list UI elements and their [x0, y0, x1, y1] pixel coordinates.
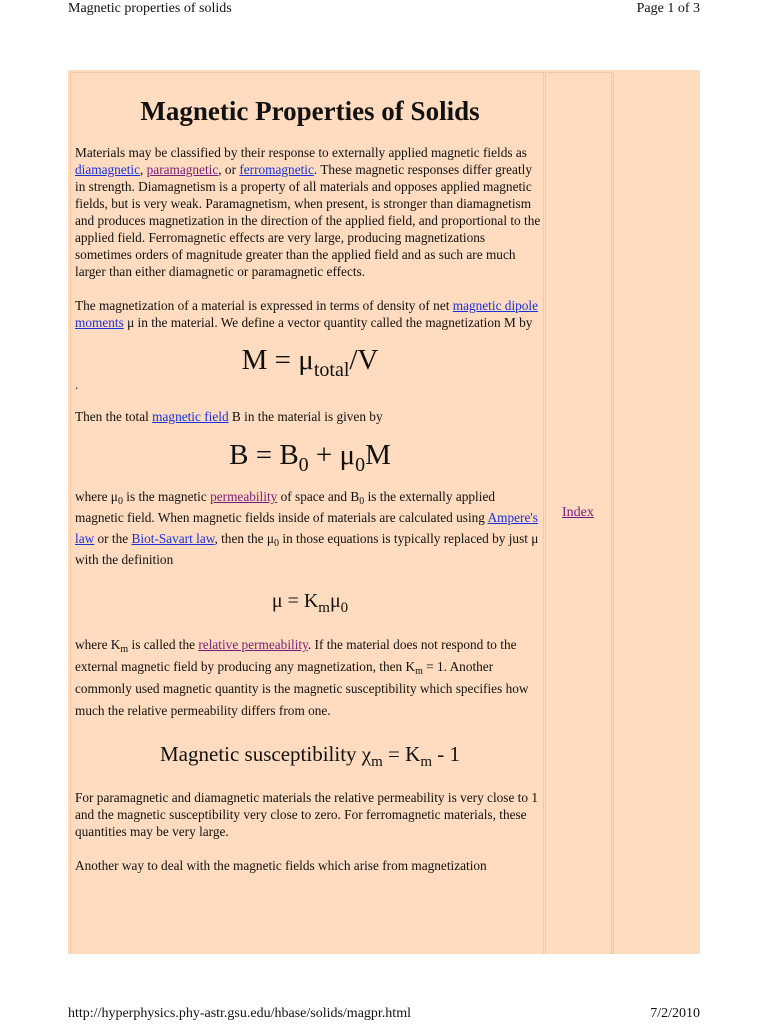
ferromagnetic-link[interactable]: ferromagnetic — [239, 162, 314, 177]
page-title: Magnetic Properties of Solids — [140, 96, 480, 126]
paragraph-magnetization: The magnetization of a material is expressed in terms of density of net magnetic dipole moments μ in the material. We define a vector quantity called the magnetization M by — [75, 298, 539, 330]
print-page-number: Page 1 of 3 — [636, 1, 700, 16]
paragraph-relative-permeability: where $K_m$ is called the relative permeability. If the material does not respond to the external magnetic field by producing any magnetization, then $K_m = 1$. Another commonly used magnetic quantity is the magnetic susceptibility which specifies how much the relative permeability differs from one. — [75, 637, 529, 718]
biot-savart-law-link[interactable]: Biot-Savart law — [131, 531, 215, 546]
equation-total-field: $B = B_0 + \mu_0M$ — [229, 439, 391, 476]
paragraph-susceptibility-values: For paramagnetic and diamagnetic materials the relative permeability is very close to 1 and the magnetic susceptibility very close to zero. For ferromagnetic materials, these quantities may be very large. — [75, 790, 539, 839]
diamagnetic-link[interactable]: diamagnetic — [75, 162, 140, 177]
paragraph-permeability: where $\mu_0$ is the magnetic permeability of space and $B_0$ is the externally applied magnetic field. When magnetic fields inside of materials are calculated using Ampere's law or the Biot-Savart law, then the $\mu_0$ in those equations is typically replaced by just μ with the definition — [75, 489, 539, 567]
page-table — [68, 70, 700, 954]
article — [75, 73, 545, 874]
equation-susceptibility: Magnetic susceptibility $\chi_m = K_m - 1$ — [160, 742, 460, 770]
right-margin-cell — [613, 72, 700, 954]
print-header-title: Magnetic properties of solids — [68, 1, 232, 16]
print-footer-url: http://hyperphysics.phy-astr.gsu.edu/hbase/solids/magpr.html — [68, 1006, 411, 1021]
paragraph-total-field: Then the total magnetic field B in the material is given by — [75, 409, 383, 424]
paragraph-another-way: Another way to deal with the magnetic fields which arise from magnetization — [75, 858, 487, 873]
relative-permeability-link[interactable]: relative permeability — [198, 637, 308, 652]
main-content-cell — [70, 72, 544, 954]
paragraph-classification: Materials may be classified by their response to externally applied magnetic fields as diamagnetic, paramagnetic, or ferromagnetic. These magnetic responses differ greatly in strength. Diamagnetism is a property of all materials and opposes applied magnetic fields, but is very weak. Paramagnetism, when present, is stronger than diamagnetism and produces magnetization in the direction of the applied field, and proportional to the applied field. Ferromagnetic effects are very large, producing magnetizations sometimes orders of magnitude greater than the applied field and as such are much larger than either diamagnetic or paramagnetic effects. — [75, 145, 541, 279]
equation-permeability: $\mu = K_m\mu_0$ — [271, 590, 349, 616]
nav-cell — [545, 72, 612, 954]
amperes-law-link[interactable]: Ampere's law — [75, 510, 538, 546]
magnetic-dipole-moments-link[interactable]: magnetic dipole moments — [75, 298, 539, 330]
magnetic-field-link[interactable]: magnetic field — [152, 409, 229, 424]
stray-period: . — [75, 377, 79, 392]
paramagnetic-link[interactable]: paramagnetic — [146, 162, 219, 177]
index-link[interactable]: Index — [562, 505, 594, 520]
equation-magnetization: $M = \mu_{total}/V$ — [241, 344, 379, 381]
print-footer-date: 7/2/2010 — [650, 1006, 700, 1021]
permeability-link[interactable]: permeability — [210, 489, 278, 504]
